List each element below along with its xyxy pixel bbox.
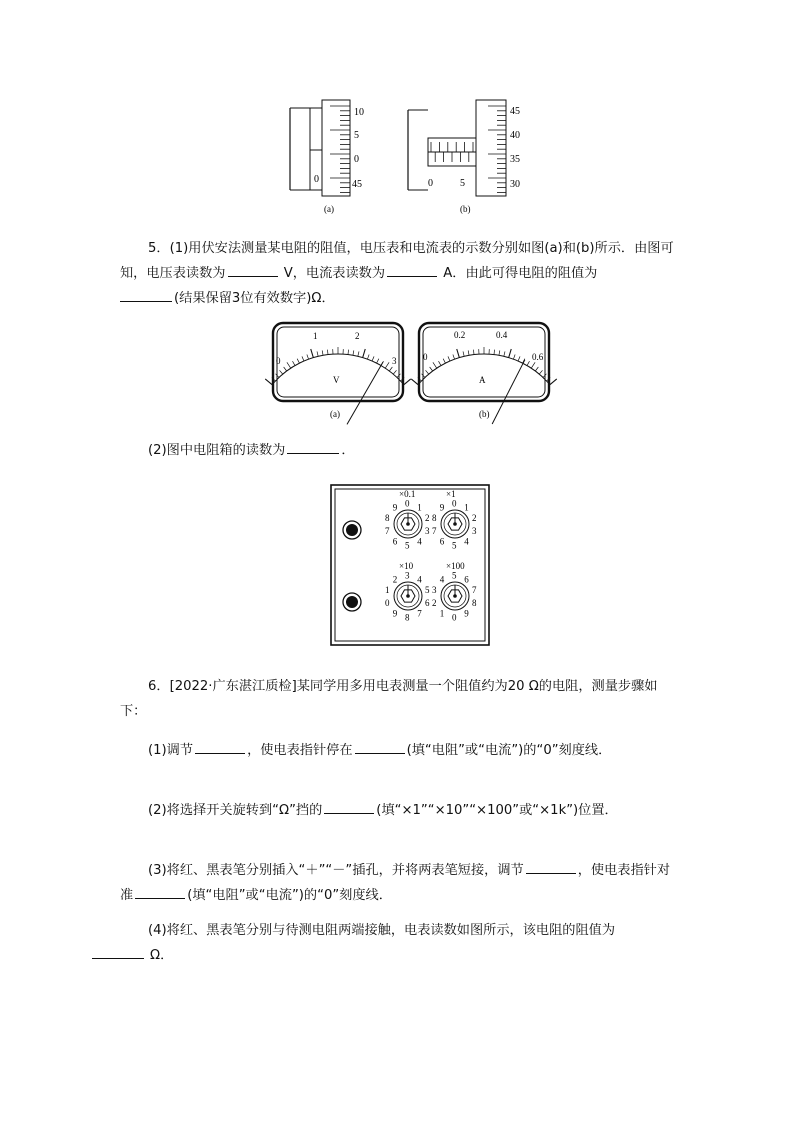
dial-digit: 1: [439, 608, 445, 619]
mA-tick: 45: [352, 179, 362, 190]
dial-digit: 8: [432, 513, 437, 523]
q6-step2: [120, 798, 676, 823]
dial-digit: 8: [385, 513, 390, 523]
answer-blank-s1a[interactable]: [195, 739, 245, 754]
q6-s4-a: (4)将红、黑表笔分别与待测电阻两端接触，电表读数如图所示，该电阻的阻值为: [148, 923, 616, 938]
mA-tick: 0: [354, 154, 359, 165]
meter-tick: [411, 379, 418, 385]
voltmeter-unit: V: [333, 375, 340, 385]
dial-digit: 0: [452, 498, 457, 509]
caption-mA: (a): [324, 204, 334, 214]
q6-step1: [120, 738, 676, 763]
dial-digit: 7: [472, 585, 477, 595]
am-label: 0.6: [532, 352, 544, 362]
caption-voltmeter: (a): [330, 409, 340, 419]
dial-digit: 6: [439, 536, 445, 547]
dial-digit: 2: [425, 513, 430, 523]
vm-label: 3: [392, 356, 397, 366]
dial-digit: 6: [425, 598, 430, 608]
dial-multiplier: ×10: [399, 561, 414, 571]
dial-digit: 4: [439, 574, 445, 585]
dial-digit: 8: [472, 598, 477, 608]
dial-digit: 0: [405, 498, 410, 509]
answer-blank-s4[interactable]: [92, 944, 144, 959]
dial-digit: 0: [452, 612, 457, 623]
dial-digit: 3: [432, 585, 437, 595]
dial-digit: 1: [417, 502, 422, 513]
answer-blank-box[interactable]: [287, 439, 339, 454]
mB-tick: 30: [510, 179, 520, 190]
dial-digit: 5: [405, 540, 410, 551]
vm-label: 0: [276, 356, 281, 366]
q5-text-a: 5．(1)用伏安法测量某电阻的阻值，电压表和电流表的示数分别如图(a)和(b)所示．由图可知，电压表读数为: [120, 241, 674, 281]
dial-digit: 9: [392, 502, 398, 513]
q6-s4-b: Ω．: [150, 948, 174, 963]
q5-part2: [120, 438, 676, 463]
dial-digit: 1: [464, 502, 469, 513]
q5-text-d: (结果保留3位有效数字)Ω．: [174, 291, 335, 306]
q6-s1-a: (1)调节: [148, 743, 194, 758]
dial-digit: 9: [439, 502, 445, 513]
dial-digit: 8: [405, 612, 410, 623]
dial-digit: 3: [425, 526, 430, 536]
q6-s2-a: (2)将选择开关旋转到“Ω”挡的: [148, 803, 323, 818]
resistance-box-figure: [330, 484, 490, 646]
q5-text-c: A．由此可得电阻的阻值为: [443, 266, 598, 281]
dial-multiplier: ×0.1: [399, 489, 416, 499]
dial-digit: 9: [392, 608, 398, 619]
q5-part1: [120, 236, 676, 311]
mB-tick: 40: [510, 130, 520, 141]
dial-digit: 7: [432, 526, 437, 536]
dial-digit: 0: [385, 598, 390, 608]
mA-tick: 5: [354, 130, 359, 141]
meter-tick: [404, 379, 411, 385]
answer-blank-voltage[interactable]: [228, 262, 278, 277]
ammeter-figure: [418, 322, 552, 422]
q6-s3-a: (3)将红、黑表笔分别插入“＋”“－”插孔，并将两表笔短接，调节: [148, 863, 524, 878]
q6-step3: [120, 858, 676, 908]
am-label: 0: [423, 352, 428, 362]
q6-s2-b: (填“×1”“×10”“×100”或“×1k”)位置．: [376, 803, 618, 818]
answer-blank-current[interactable]: [387, 262, 437, 277]
dial-digit: 5: [425, 585, 430, 595]
am-label: 0.4: [496, 330, 508, 340]
ammeter-unit: A: [479, 375, 486, 385]
q5-text-b: V，电流表读数为: [283, 266, 386, 281]
answer-blank-s3a[interactable]: [526, 859, 576, 874]
q6-step4: [120, 918, 676, 968]
q6-s3-b: ，使电表指针对准: [120, 863, 671, 903]
dial-digit: 4: [417, 536, 422, 547]
dial-digit: 4: [417, 574, 422, 585]
dial-digit: 3: [405, 570, 410, 581]
dial-multiplier: ×100: [446, 561, 465, 571]
mB-tick: 35: [510, 154, 520, 165]
dial-digit: 4: [464, 536, 469, 547]
dial-digit: 2: [392, 574, 398, 585]
vm-label: 1: [313, 331, 318, 341]
dial-digit: 5: [452, 570, 457, 581]
q5-part2-end: ．: [341, 443, 355, 458]
answer-blank-s2[interactable]: [324, 799, 374, 814]
meter-tick: [265, 379, 272, 385]
answer-blank-s3b[interactable]: [135, 884, 185, 899]
dial-digit: 2: [472, 513, 477, 523]
answer-blank-s1b[interactable]: [355, 739, 405, 754]
voltmeter-figure: [272, 322, 404, 422]
vm-label: 2: [355, 331, 360, 341]
dial-digit: 3: [472, 526, 477, 536]
mA-zero: 0: [314, 174, 319, 185]
dial-digit: 7: [417, 608, 422, 619]
meter-tick: [550, 379, 557, 385]
dial-digit: 6: [392, 536, 398, 547]
mB-tick: 45: [510, 106, 520, 117]
answer-blank-resistance[interactable]: [120, 287, 172, 302]
dial-digit: 9: [464, 608, 469, 619]
am-label: 0.2: [454, 330, 466, 340]
q6-s1-c: (填“电阻”或“电流”)的“0”刻度线．: [406, 743, 612, 758]
caption-mB: (b): [460, 204, 471, 214]
micrometer-figure-a: [290, 100, 370, 220]
dial-multiplier: ×1: [446, 489, 456, 499]
mB-main-label: 0: [428, 178, 433, 189]
q6-intro-text: 6．[2022·广东湛江质检]某同学用多用电表测量一个阻值约为20 Ω的电阻，测量步骤如下：: [120, 679, 658, 719]
dial-digit: 7: [385, 526, 390, 536]
dial-digit: 1: [385, 585, 390, 595]
dial-digit: 5: [452, 540, 457, 551]
dial-digit: 2: [432, 598, 437, 608]
caption-ammeter: (b): [479, 409, 490, 419]
micrometer-figure-b: [408, 100, 538, 220]
q6-s1-b: ，使电表指针停在: [247, 743, 353, 758]
dial-digit: 6: [464, 574, 469, 585]
q6-s3-c: (填“电阻”或“电流”)的“0”刻度线．: [187, 888, 392, 903]
q6-intro: [120, 674, 676, 724]
mB-main-label: 5: [460, 178, 465, 189]
q5-part2-text: (2)图中电阻箱的读数为: [148, 443, 286, 458]
mA-tick: 10: [354, 107, 364, 118]
